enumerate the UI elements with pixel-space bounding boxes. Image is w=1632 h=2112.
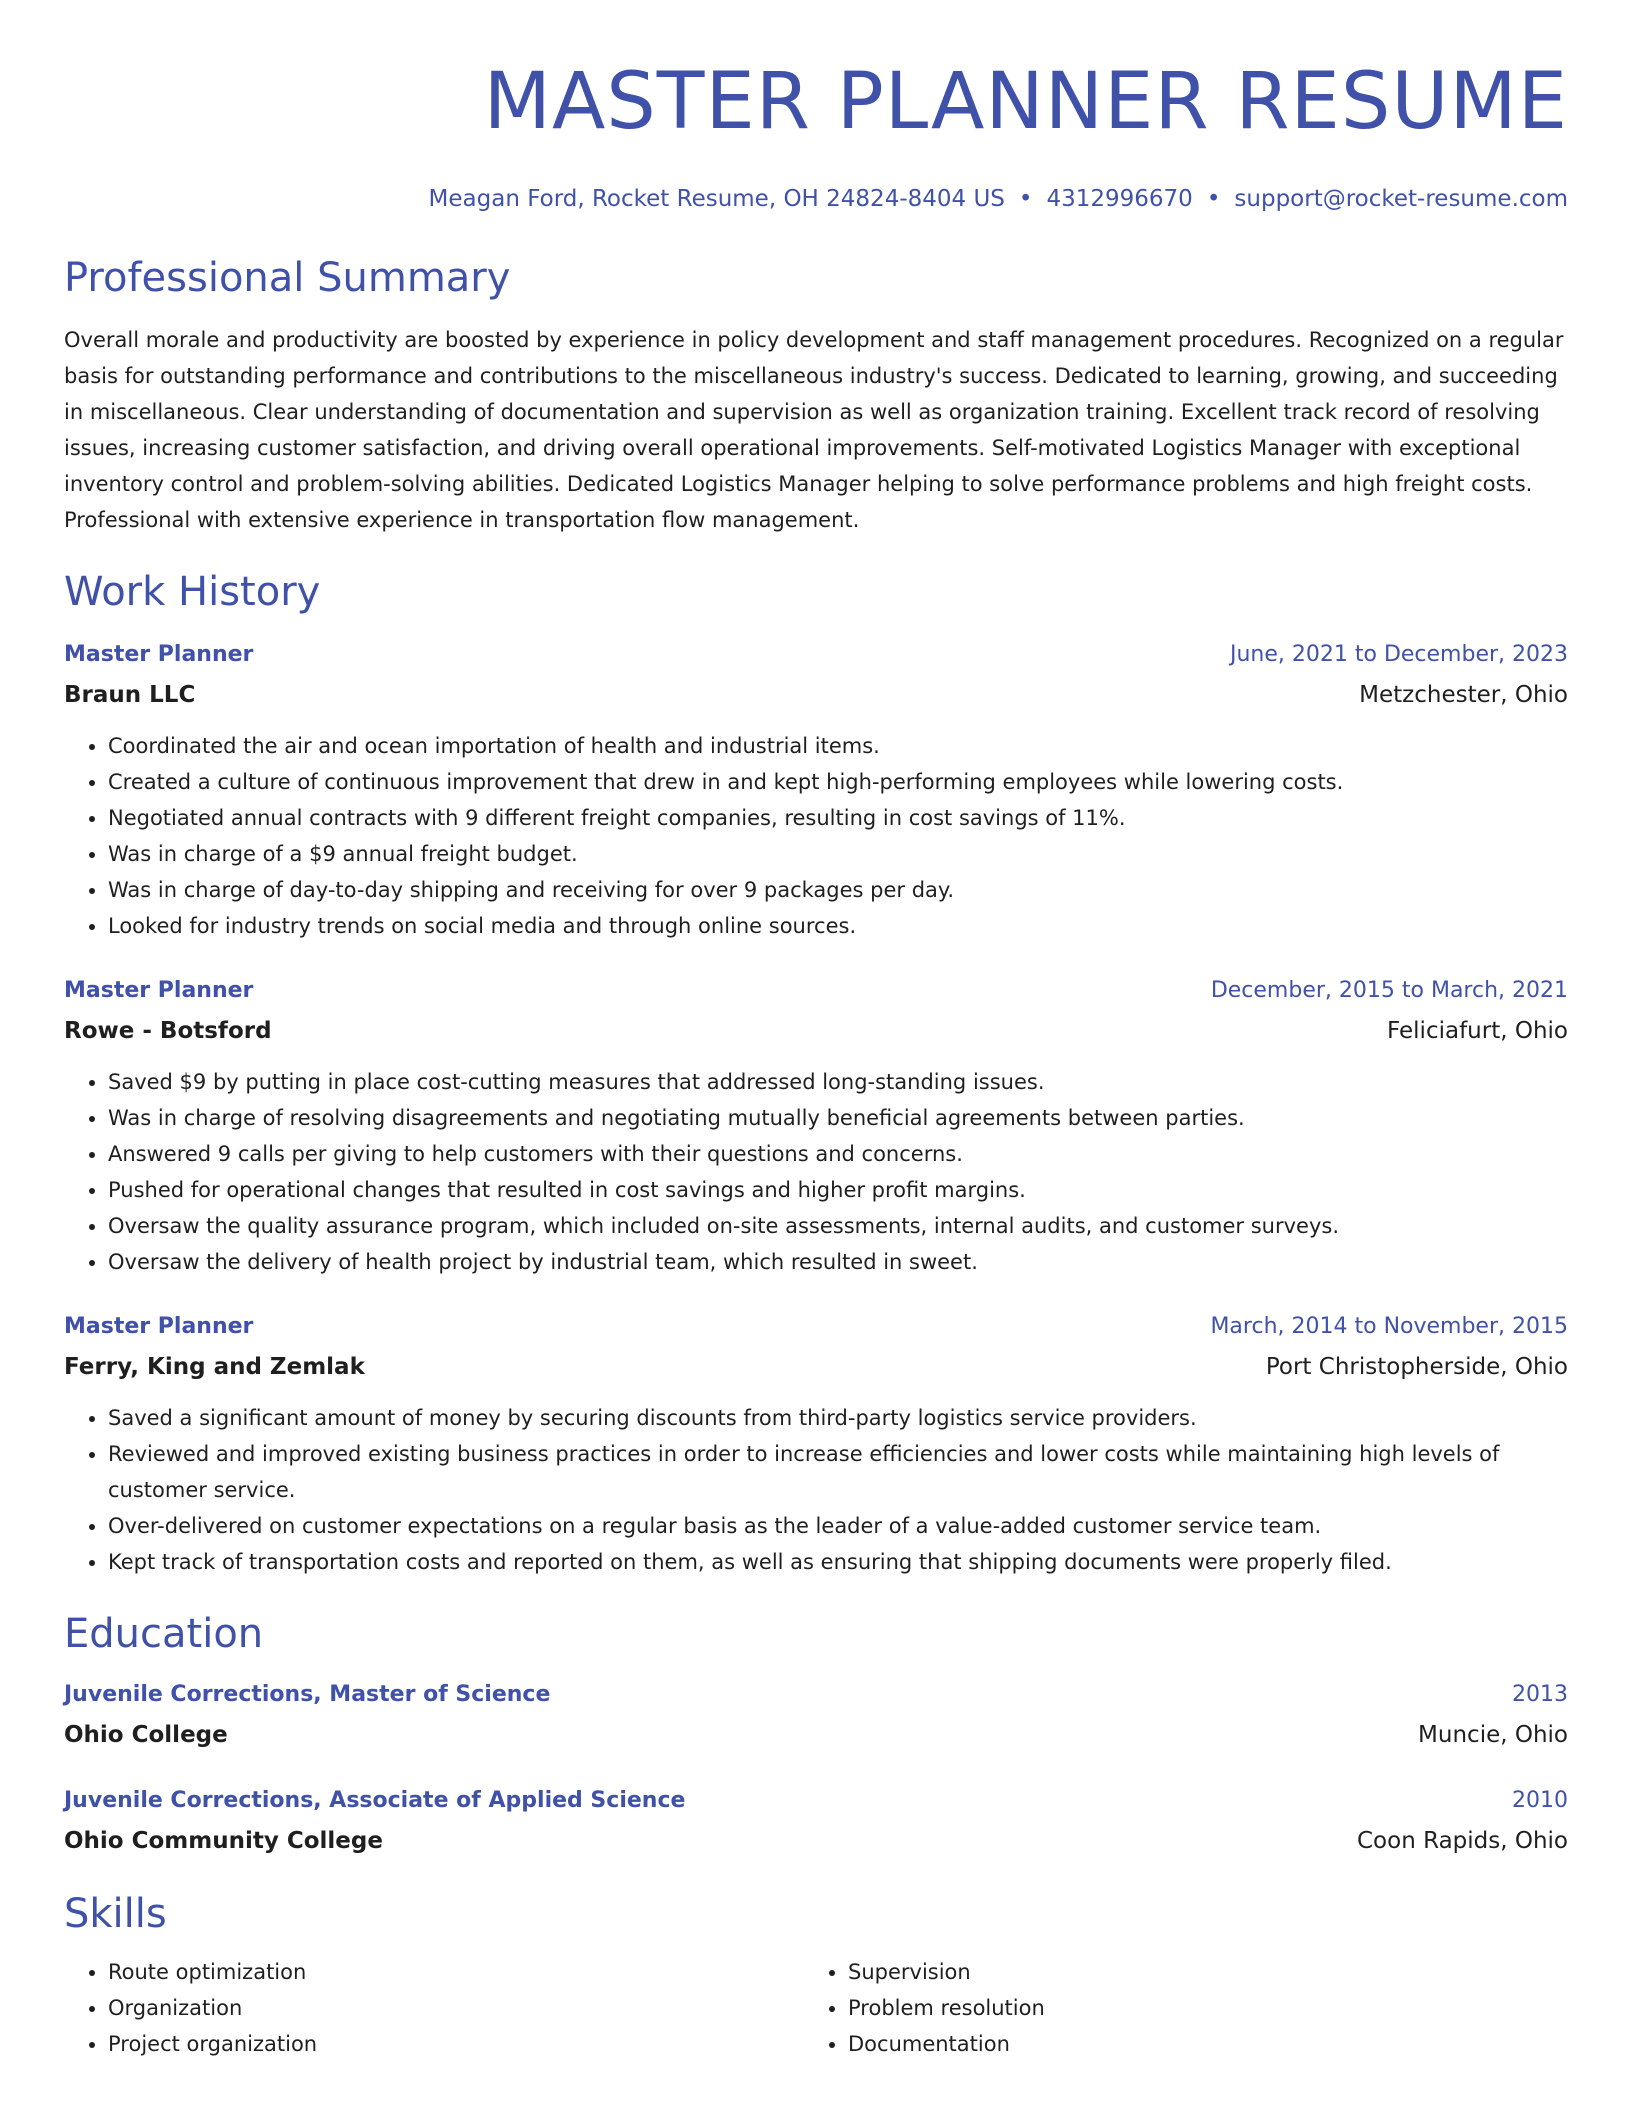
job-subheader	[64, 676, 1568, 714]
education-school: Ohio College	[64, 1722, 228, 1748]
education-entry	[64, 1678, 1568, 1754]
education-location: Muncie, Ohio	[1418, 1722, 1568, 1748]
job-bullets	[64, 1400, 1568, 1580]
education-degree: Juvenile Corrections, Associate of Applied Science	[64, 1788, 686, 1813]
contact-address: Meagan Ford, Rocket Resume, OH 24824-8404 US	[428, 186, 1005, 212]
job-bullet: • Oversaw the quality assurance program, which included on-site assessments, internal audits, and customer surveys.	[108, 1208, 1568, 1244]
job-dates: March, 2014 to November, 2015	[1210, 1314, 1568, 1339]
summary-heading: Professional Summary	[64, 255, 511, 301]
job-dates: June, 2021 to December, 2023	[1229, 642, 1568, 667]
job-location: Port Christopherside, Ohio	[1265, 1354, 1568, 1380]
job-bullet: • Created a culture of continuous improvement that drew in and kept high-performing employees while lowering costs.	[108, 764, 1568, 800]
skills-heading: Skills	[64, 1891, 167, 1937]
education-degree: Juvenile Corrections, Master of Science	[64, 1682, 551, 1707]
job-bullet: • Oversaw the delivery of health project by industrial team, which resulted in sweet.	[108, 1244, 1568, 1280]
education-year: 2010	[1512, 1788, 1568, 1813]
job-header	[64, 1310, 1568, 1344]
education-location: Coon Rapids, Ohio	[1357, 1828, 1568, 1854]
job-location: Feliciafurt, Ohio	[1387, 1018, 1568, 1044]
education-header	[64, 1784, 1568, 1818]
education-year: 2013	[1512, 1682, 1568, 1707]
contact-separator: •	[1206, 186, 1221, 212]
job-subheader	[64, 1012, 1568, 1050]
job-bullet: • Negotiated annual contracts with 9 different freight companies, resulting in cost savings of 11%.	[108, 800, 1568, 836]
job-company: Rowe - Botsford	[64, 1018, 272, 1044]
skill-item: • Problem resolution	[848, 1990, 1544, 2026]
job-bullet: • Pushed for operational changes that resulted in cost savings and higher profit margins.	[108, 1172, 1568, 1208]
education-entry	[64, 1784, 1568, 1860]
skill-item: • Project organization	[108, 2026, 804, 2062]
contact-phone: 4312996670	[1046, 186, 1193, 212]
summary-text: Overall morale and productivity are boosted by experience in policy development and staff management procedures. Recognized on a regular basis for outstanding performance and contributions to the miscellaneous industry's success. Dedicated to learning, growing, and succeeding in miscellaneous. Clear understanding of documentation and supervision as well as organization training. Excellent track record of resolving issues, increasing customer satisfaction, and driving overall operational improvements. Self-motivated Logistics Manager with exceptional inventory control and problem-solving abilities. Dedicated Logistics Manager helping to solve performance problems and high freight costs. Professional with extensive experience in transportation flow management.	[64, 328, 1564, 532]
job-bullet: • Answered 9 calls per giving to help customers with their questions and concerns.	[108, 1136, 1568, 1172]
skill-item: • Supervision	[848, 1954, 1544, 1990]
job-company: Ferry, King and Zemlak	[64, 1354, 365, 1380]
job-bullet: • Looked for industry trends on social media and through online sources.	[108, 908, 1568, 944]
education-header	[64, 1678, 1568, 1712]
work-history-heading: Work History	[64, 569, 321, 615]
skill-item: • Route optimization	[108, 1954, 804, 1990]
job-bullet: • Kept track of transportation costs and reported on them, as well as ensuring that shipping documents were properly filed.	[108, 1544, 1568, 1580]
skills-column-right	[804, 1954, 1544, 2062]
job-bullet: • Saved $9 by putting in place cost-cutting measures that addressed long-standing issues.	[108, 1064, 1568, 1100]
job-header	[64, 974, 1568, 1008]
contact-line	[64, 186, 1568, 212]
job-title: Master Planner	[64, 1314, 254, 1339]
job-title: Master Planner	[64, 642, 254, 667]
education-school: Ohio Community College	[64, 1828, 383, 1854]
job-company: Braun LLC	[64, 682, 196, 708]
job-title: Master Planner	[64, 978, 254, 1003]
job-entry	[64, 638, 1568, 944]
job-entry	[64, 1310, 1568, 1580]
education-subheader	[64, 1822, 1568, 1860]
skill-item: • Organization	[108, 1990, 804, 2026]
job-header	[64, 638, 1568, 672]
job-dates: December, 2015 to March, 2021	[1210, 978, 1568, 1003]
job-entry	[64, 974, 1568, 1280]
skill-item: • Documentation	[848, 2026, 1544, 2062]
education-heading: Education	[64, 1611, 264, 1657]
contact-separator: •	[1018, 186, 1033, 212]
resume-title: MASTER PLANNER RESUME	[483, 57, 1568, 147]
job-bullet: • Was in charge of resolving disagreements and negotiating mutually beneficial agreements between parties.	[108, 1100, 1568, 1136]
job-bullet: • Coordinated the air and ocean importation of health and industrial items.	[108, 728, 1568, 764]
skills-list	[64, 1954, 1568, 2062]
job-bullets	[64, 1064, 1568, 1280]
job-bullet: • Was in charge of day-to-day shipping and receiving for over 9 packages per day.	[108, 872, 1568, 908]
job-location: Metzchester, Ohio	[1359, 682, 1568, 708]
job-bullets	[64, 728, 1568, 944]
contact-email: support@rocket-resume.com	[1234, 186, 1568, 212]
education-subheader	[64, 1716, 1568, 1754]
job-bullet: • Was in charge of a $9 annual freight budget.	[108, 836, 1568, 872]
job-subheader	[64, 1348, 1568, 1386]
skills-column-left	[64, 1954, 804, 2062]
job-bullet: • Saved a significant amount of money by securing discounts from third-party logistics service providers.	[108, 1400, 1568, 1436]
job-bullet: • Over-delivered on customer expectations on a regular basis as the leader of a value-added customer service team.	[108, 1508, 1568, 1544]
job-bullet: • Reviewed and improved existing business practices in order to increase efficiencies and lower costs while maintaining high levels of customer service.	[108, 1436, 1568, 1508]
